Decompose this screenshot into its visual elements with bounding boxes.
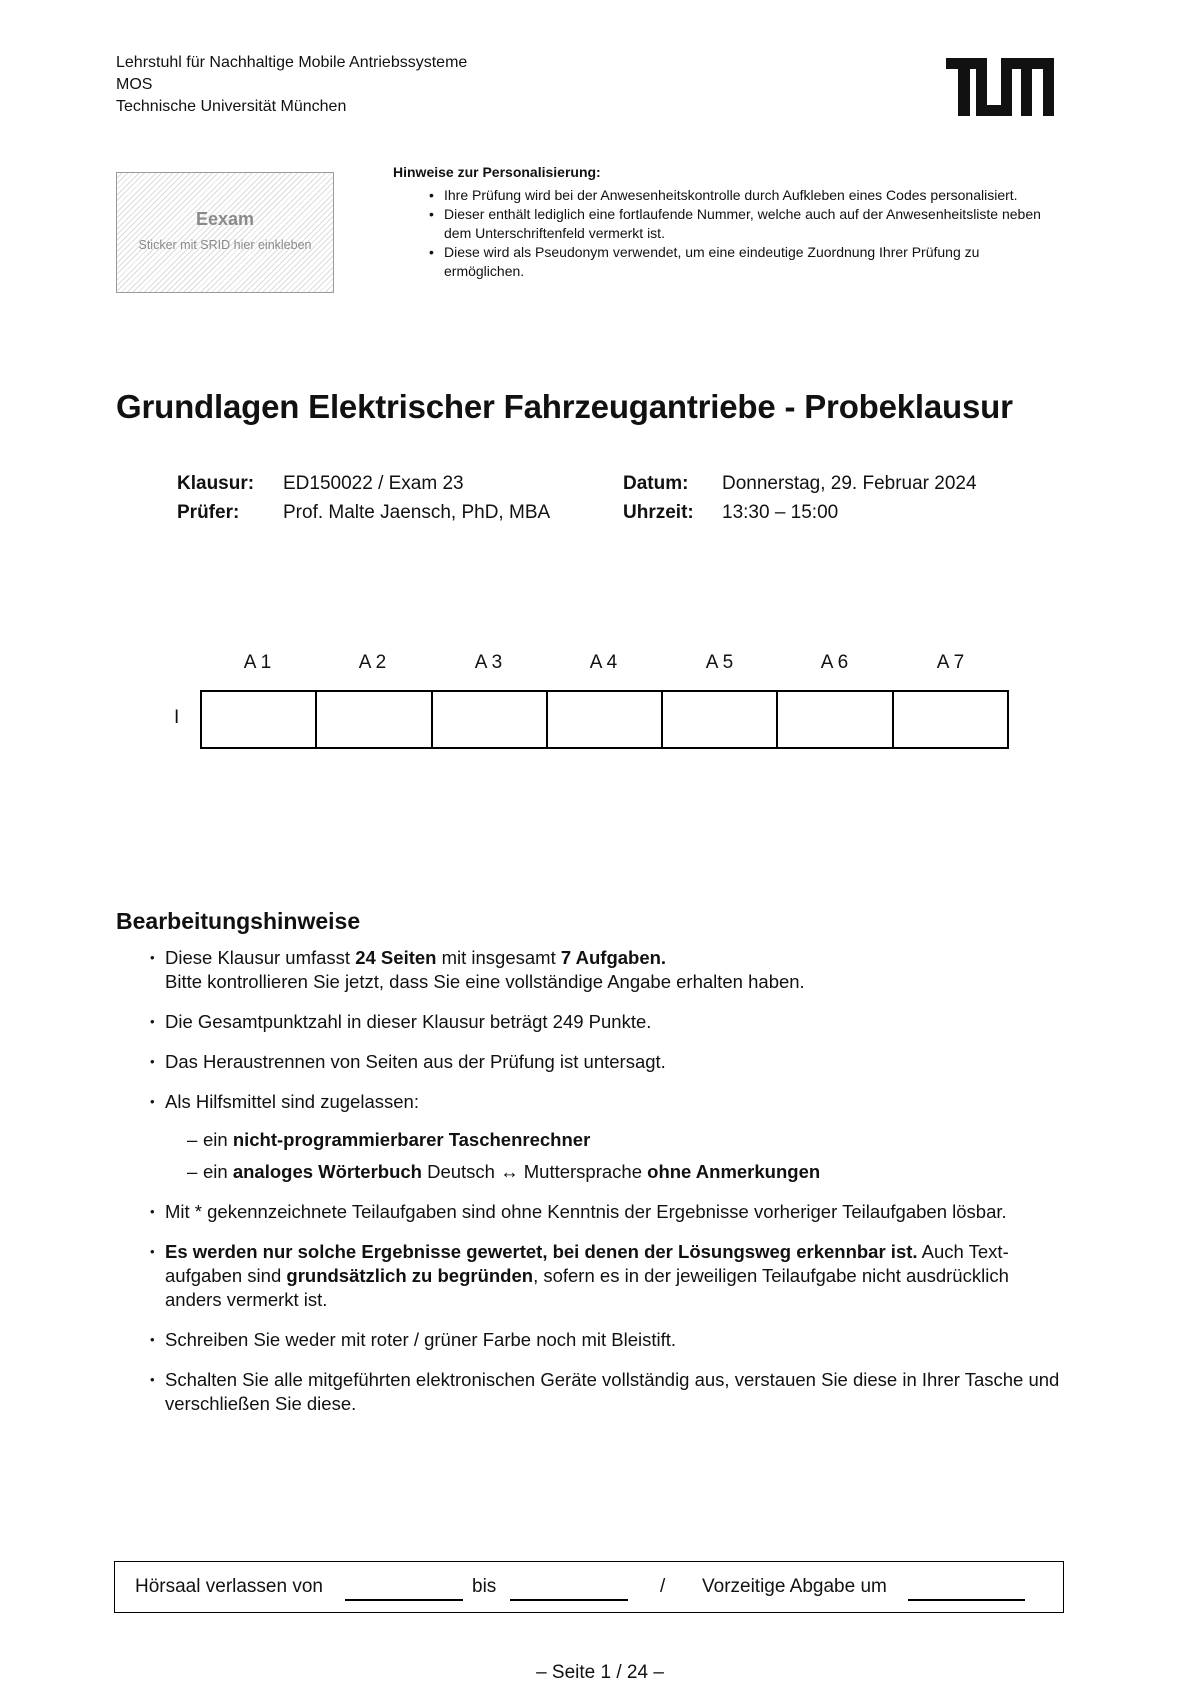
instruction-text: ein bbox=[203, 1129, 233, 1150]
instructions-heading: Bearbeitungshinweise bbox=[116, 908, 361, 934]
instruction-subitem bbox=[165, 1160, 1065, 1184]
grading-row-label: I bbox=[174, 707, 180, 728]
exam-metadata bbox=[177, 469, 977, 527]
personalization-item: • Diese wird als Pseudonym verwendet, um eine eindeutige Zuordnung Ihrer Prüfung zu ermöglichen. bbox=[393, 243, 1063, 281]
personalization-title: Hinweise zur Personalisierung: bbox=[393, 164, 601, 180]
instruction-item: • Die Gesamtpunktzahl in dieser Klausur beträgt 249 Punkte. bbox=[150, 1010, 1065, 1034]
instruction-text: . bbox=[660, 947, 667, 968]
grading-column-header: A 2 bbox=[358, 652, 387, 673]
grading-column-header: A 3 bbox=[474, 652, 503, 673]
instructions-list bbox=[150, 946, 1065, 1432]
exam-title: Grundlagen Elektrischer Fahrzeugantriebe - Probeklausur bbox=[116, 388, 1013, 425]
grading-column-header: A 6 bbox=[820, 652, 849, 673]
grading-cell-a1 bbox=[202, 692, 317, 747]
grading-column-header: A 5 bbox=[705, 652, 734, 673]
chair-abbreviation: MOS bbox=[116, 76, 153, 93]
instruction-text: Deutsch ↔ Muttersprache bbox=[421, 1161, 648, 1182]
page-number: – Seite 1 / 24 – bbox=[536, 1662, 664, 1683]
university-name: Technische Universität München bbox=[116, 98, 347, 115]
instruction-item: • Mit * gekennzeichnete Teilaufgaben sind ohne Kenntnis der Ergebnisse vorheriger Teilaufgaben lösbar. bbox=[150, 1200, 1065, 1224]
grading-cell-a2 bbox=[317, 692, 432, 747]
instruction-emphasis: grundsätzlich zu begründen bbox=[286, 1265, 534, 1286]
instruction-text: Als Hilfsmittel sind zugelassen: bbox=[165, 1091, 419, 1112]
grading-table bbox=[200, 690, 1009, 749]
klausur-label: Klausur: bbox=[177, 473, 255, 494]
instruction-item: • Das Heraustrennen von Seiten aus der Prüfung ist untersagt. bbox=[150, 1050, 1065, 1074]
sticker-placeholder bbox=[116, 172, 334, 293]
grading-column-header: A 7 bbox=[936, 652, 965, 673]
personalization-item: • Ihre Prüfung wird bei der Anwesenheitskontrolle durch Aufkleben eines Codes personalisiert. bbox=[393, 186, 1063, 205]
instruction-text: ein bbox=[203, 1161, 233, 1182]
early-submission-label: Vorzeitige Abgabe um bbox=[702, 1576, 887, 1597]
instruction-emphasis: 24 Seiten bbox=[355, 947, 437, 968]
instruction-text: Auch Textaufgaben sind bbox=[165, 1241, 1009, 1286]
instruction-subitem bbox=[165, 1128, 1065, 1152]
klausur-value: ED150022 / Exam 23 bbox=[283, 473, 464, 494]
instruction-emphasis: 7 Aufgaben bbox=[560, 947, 661, 968]
grading-cell-a7 bbox=[894, 692, 1007, 747]
instruction-item bbox=[150, 946, 1065, 994]
grading-column-header: A 1 bbox=[243, 652, 272, 673]
instruction-item bbox=[150, 1090, 1065, 1184]
instruction-text: Diese Klausur umfasst bbox=[165, 947, 356, 968]
exit-from-label: Hörsaal verlassen von bbox=[135, 1576, 323, 1597]
grading-cell-a5 bbox=[663, 692, 778, 747]
personalization-item: • Dieser enthält lediglich eine fortlaufende Nummer, welche auch auf der Anwesenheitsliste neben dem Unterschriftenfeld vermerkt ist. bbox=[393, 205, 1063, 243]
datum-value: Donnerstag, 29. Februar 2024 bbox=[722, 473, 977, 494]
instruction-item: • Schalten Sie alle mitgeführten elektronischen Geräte vollständig aus, verstauen Sie diese in Ihrer Tasche und verschließen Sie diese. bbox=[150, 1368, 1065, 1416]
chair-name: Lehrstuhl für Nachhaltige Mobile Antriebssysteme bbox=[116, 54, 468, 71]
grading-cell-a4 bbox=[548, 692, 663, 747]
tum-logo bbox=[946, 58, 1054, 116]
separator-slash: / bbox=[660, 1576, 666, 1597]
grading-column-header: A 4 bbox=[589, 652, 618, 673]
datum-label: Datum: bbox=[623, 473, 689, 494]
early-submission-field[interactable] bbox=[908, 1599, 1025, 1601]
instruction-emphasis: analoges Wörterbuch bbox=[232, 1161, 422, 1182]
exit-until-field[interactable] bbox=[510, 1599, 628, 1601]
instruction-text: , sofern es in der jeweiligen Teilaufgabe nicht ausdrücklich anders vermerkt ist. bbox=[165, 1265, 1009, 1310]
grading-cell-a6 bbox=[778, 692, 893, 747]
instruction-emphasis: nicht-programmierbarer Taschenrechner bbox=[232, 1129, 591, 1150]
exit-from-field[interactable] bbox=[345, 1599, 463, 1601]
grading-cell-a3 bbox=[433, 692, 548, 747]
instruction-item bbox=[150, 1240, 1065, 1312]
instruction-emphasis: ohne Anmerkungen bbox=[647, 1161, 821, 1182]
sticker-title: Eexam bbox=[195, 209, 255, 229]
uhrzeit-label: Uhrzeit: bbox=[623, 502, 694, 523]
exit-until-label: bis bbox=[472, 1576, 497, 1597]
instruction-emphasis: Es werden nur solche Ergebnisse gewertet, bei denen der Lösungsweg erkennbar ist. bbox=[165, 1241, 918, 1262]
pruefer-label: Prüfer: bbox=[177, 502, 240, 523]
instruction-text: Bitte kontrollieren Sie jetzt, dass Sie eine vollständige Angabe erhalten haben. bbox=[165, 971, 805, 992]
instruction-text: mit insgesamt bbox=[436, 947, 561, 968]
uhrzeit-value: 13:30 – 15:00 bbox=[722, 502, 839, 523]
pruefer-value: Prof. Malte Jaensch, PhD, MBA bbox=[283, 502, 551, 523]
personalization-hints bbox=[393, 163, 1063, 281]
sticker-subtitle: Sticker mit SRID hier einkleben bbox=[138, 238, 312, 252]
instruction-item: • Schreiben Sie weder mit roter / grüner Farbe noch mit Bleistift. bbox=[150, 1328, 1065, 1352]
exit-log-box bbox=[114, 1561, 1064, 1613]
institution-block bbox=[116, 52, 467, 118]
